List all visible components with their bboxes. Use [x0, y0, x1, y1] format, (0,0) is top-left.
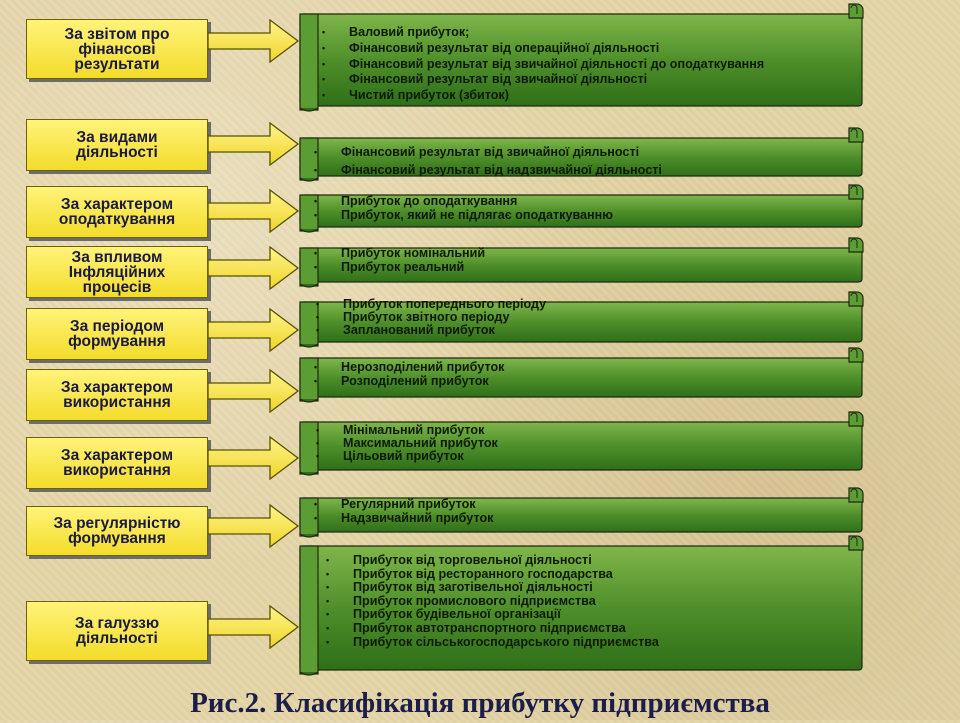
list-item: [314, 207, 613, 223]
bullet-icon: •: [314, 196, 318, 206]
item-text: Прибуток до оподаткування: [341, 194, 518, 208]
item-text: Прибуток промислового підприємства: [353, 593, 596, 608]
list-item: [326, 580, 659, 595]
arrow-right-icon: [208, 369, 300, 413]
list-item: [316, 323, 546, 337]
bullet-icon: •: [322, 74, 326, 85]
arrow-right-icon: [208, 436, 300, 480]
item-list: [314, 143, 662, 179]
bullet-icon: •: [314, 499, 318, 509]
item-text: Фінансовий результат від операційної діяльності: [349, 40, 660, 55]
arrow-right-icon: [208, 122, 300, 166]
bullet-icon: •: [326, 636, 330, 647]
item-text: Чистий прибуток (збиток): [349, 88, 509, 103]
bullet-icon: •: [316, 325, 320, 335]
item-text: Фінансовий результат від звичайної діяльності: [341, 145, 640, 159]
scroll-banner: [297, 486, 865, 538]
category-label: За характером використання: [26, 437, 208, 489]
item-text: Прибуток попереднього періоду: [343, 297, 547, 311]
item-text: Максимальний прибуток: [343, 436, 498, 450]
item-text: Прибуток, який не підлягає оподаткуванню: [341, 207, 613, 222]
arrow-right-icon: [208, 308, 300, 352]
scroll-banner: [297, 410, 865, 476]
bullet-icon: •: [314, 512, 318, 523]
category-label: За видами діяльності: [26, 119, 208, 171]
list-item: [326, 566, 659, 582]
list-item: [314, 246, 486, 261]
bullet-icon: •: [314, 248, 318, 258]
list-item: [314, 497, 493, 512]
bullet-icon: •: [326, 582, 330, 593]
bullet-icon: •: [316, 312, 320, 322]
item-text: Валовий прибуток;: [349, 25, 470, 39]
bullet-icon: •: [314, 362, 318, 372]
item-text: Запланований прибуток: [343, 323, 495, 337]
list-item: [326, 634, 659, 650]
bullet-icon: •: [326, 568, 330, 579]
list-item: [314, 373, 504, 389]
list-item: [322, 40, 764, 57]
category-label: За регулярністю формування: [26, 506, 208, 556]
item-list: [316, 297, 547, 337]
bullet-icon: •: [316, 425, 320, 435]
item-text: Прибуток будівельної організації: [353, 607, 561, 622]
item-text: Цільовий прибуток: [343, 449, 464, 463]
item-text: Фінансовий результат від звичайної діяльності: [349, 72, 648, 87]
scroll-banner: [297, 126, 865, 182]
arrow-right-icon: [208, 605, 300, 649]
scroll-banner: [297, 534, 865, 676]
item-text: Прибуток від торговельної діяльності: [353, 553, 592, 567]
bullet-icon: •: [314, 261, 318, 272]
list-item: [322, 88, 764, 104]
category-label: За впливом Інфляційних процесів: [26, 246, 208, 298]
scroll-banner: [297, 290, 865, 348]
bullet-icon: •: [314, 209, 318, 220]
bullet-icon: •: [322, 90, 326, 101]
arrow-right-icon: [208, 246, 300, 290]
bullet-icon: •: [314, 147, 318, 157]
bullet-icon: •: [322, 27, 326, 37]
item-text: Прибуток звітного періоду: [343, 310, 510, 324]
bullet-icon: •: [326, 595, 330, 606]
bullet-icon: •: [316, 299, 320, 309]
item-text: Прибуток від заготівельної діяльності: [353, 580, 593, 595]
list-item: [314, 161, 662, 179]
category-label: За характером оподаткування: [26, 186, 208, 238]
item-list: [314, 246, 486, 274]
list-item: [314, 360, 505, 375]
arrow-right-icon: [208, 504, 300, 548]
bullet-icon: •: [326, 609, 330, 620]
item-text: Прибуток номінальний: [341, 246, 486, 260]
list-item: [326, 593, 659, 609]
item-text: Прибуток від ресторанного господарства: [353, 566, 613, 581]
bullet-icon: •: [326, 555, 330, 565]
item-list: [314, 497, 494, 525]
list-item: [314, 143, 662, 161]
item-text: Нерозподілений прибуток: [341, 360, 505, 374]
list-item: [326, 553, 659, 568]
category-label: За характером використання: [26, 369, 208, 421]
bullet-icon: •: [322, 42, 326, 53]
arrow-right-icon: [208, 189, 300, 233]
list-item: [326, 607, 659, 622]
item-list: [326, 553, 659, 649]
category-label: За звітом про фінансові результати: [26, 19, 208, 79]
item-list: [314, 194, 613, 222]
item-list: [322, 25, 765, 104]
scroll-banner: [297, 236, 865, 288]
figure-caption: Рис.2. Класифікація прибутку підприємства: [190, 687, 770, 719]
scroll-banner: [297, 346, 865, 403]
item-text: Фінансовий результат від надзвичайної діяльності: [341, 163, 662, 177]
item-text: Прибуток автотранспортного підприємства: [353, 620, 626, 635]
category-label: За періодом формування: [26, 308, 208, 360]
list-item: [326, 620, 659, 636]
item-list: [316, 423, 498, 463]
list-item: [322, 56, 765, 73]
item-text: Прибуток сільськогосподарського підприємства: [353, 634, 659, 649]
bullet-icon: •: [316, 451, 320, 461]
item-list: [314, 360, 505, 388]
list-item: [322, 25, 764, 41]
bullet-icon: •: [316, 438, 320, 448]
item-text: Розподілений прибуток: [341, 373, 489, 388]
scroll-banner: [297, 183, 865, 233]
item-text: Мінімальний прибуток: [343, 423, 485, 437]
item-text: Надзвичайний прибуток: [341, 510, 494, 525]
category-label: За галуззю діяльності: [26, 601, 208, 661]
item-text: Фінансовий результат від звичайної діяльності до оподаткування: [349, 56, 765, 71]
arrow-right-icon: [208, 19, 300, 63]
bullet-icon: •: [314, 165, 318, 175]
item-text: Прибуток реальний: [341, 259, 465, 274]
bullet-icon: •: [314, 375, 318, 386]
item-text: Регулярний прибуток: [341, 497, 476, 511]
list-item: [314, 259, 485, 275]
bullet-icon: •: [326, 622, 330, 633]
list-item: [314, 194, 613, 209]
bullet-icon: •: [322, 58, 326, 69]
list-item: [316, 449, 498, 463]
list-item: [322, 72, 764, 88]
list-item: [314, 510, 494, 526]
scroll-banner: [297, 2, 865, 112]
